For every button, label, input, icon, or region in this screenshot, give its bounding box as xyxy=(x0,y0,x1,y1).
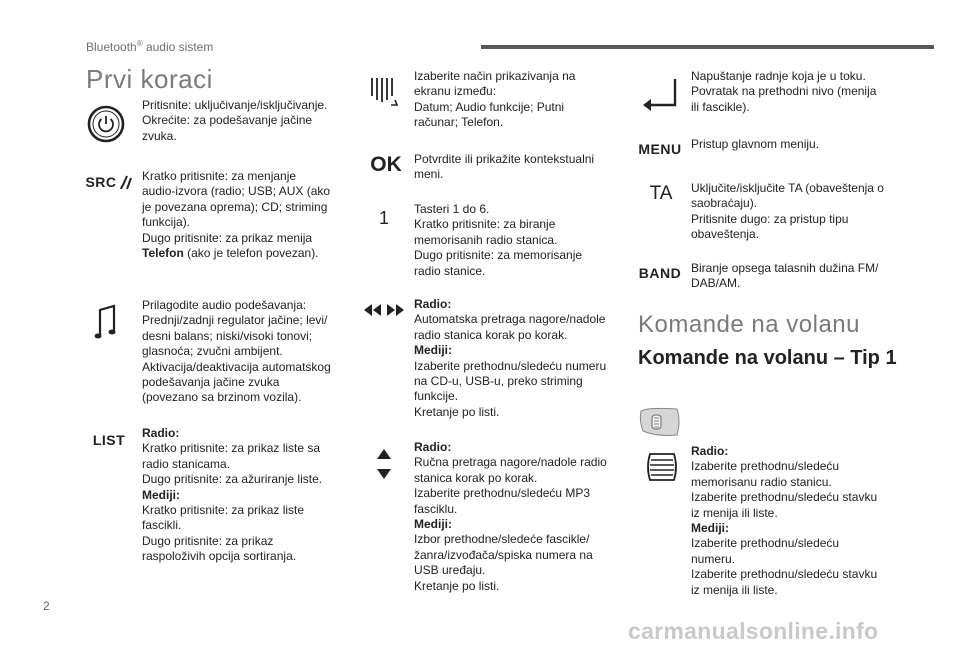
band-icon: BAND xyxy=(638,265,682,281)
menu-description: Pristup glavnom meniju. xyxy=(691,137,820,151)
ok-description: Potvrdite ili prikažite kontekstualni meni. xyxy=(414,152,595,182)
section-title-steering-controls: Komande na volanu xyxy=(638,311,860,338)
music-note-icon xyxy=(92,303,120,341)
seek-description: Radio: Automatska pretraga nagore/nadole radio stanica korak po korak. Mediji: Izaberite prethodnu/sledeću numeru na CD-u, USB-u, preko striming funkcije. Kretanje po listi. xyxy=(414,297,607,419)
menu-icon: MENU xyxy=(638,141,682,157)
preset-icon: 1 xyxy=(378,207,389,228)
manual-search-description: Radio: Ručna pretraga nagore/nadole radio stanica korak po korak. Izaberite prethodnu/sledeću MP3 fasciklu. Mediji: Izbor prethodne/sledeće fascikle/ žanra/izvođača/spiska numera na USB uređaju. Kretanje po listi. xyxy=(414,440,607,593)
back-description: Napuštanje radnje koja je u toku. Povratak na prethodni nivo (menija ili fascikle). xyxy=(691,69,877,114)
band-description: Biranje opsega talasnih dužina FM/ DAB/AM. xyxy=(691,261,879,291)
seek-arrows-icon xyxy=(362,300,406,320)
preset-description: Tasteri 1 do 6. Kratko pritisnite: za biranje memorisanih radio stanica. Dugo pritisnite: za memorisanje radio stanice. xyxy=(414,202,583,278)
src-description: Kratko pritisnite: za menjanje audio-izvora (radio; USB; AUX (ako je povezana oprema); CD; striming funkcija). Dugo pritisnite: za prikaz menija Telefon (ako je telefon povezan). xyxy=(142,169,331,261)
running-header: Bluetooth® audio sistem xyxy=(86,39,214,54)
list-description: Radio: Kratko pritisnite: za prikaz liste sa radio stanicama. Dugo pritisnite: za ažuriranje liste. Mediji: Kratko pritisnite: za prikaz liste fascikli. Dugo pritisnite: za prikaz raspoloživih opcija sortiranja. xyxy=(142,426,323,564)
up-down-arrows-icon xyxy=(374,446,394,482)
page-number: 2 xyxy=(43,599,50,613)
back-icon xyxy=(641,76,681,112)
watermark: carmanualsonline.info xyxy=(628,618,879,644)
list-icon: LIST xyxy=(92,432,126,448)
section-title-first-steps: Prvi koraci xyxy=(86,64,213,94)
ok-icon: OK xyxy=(370,153,402,176)
header-bar xyxy=(481,45,934,49)
thumbwheel-icon xyxy=(643,451,681,483)
power-description: Pritisnite: uključivanje/isključivanje. Okrećite: za podešavanje jačine zvuka. xyxy=(142,98,328,143)
power-icon xyxy=(86,104,126,144)
display-mode-description: Izaberite način prikazivanja na ekranu između: Datum; Audio funkcije; Putni računar; Telefon. xyxy=(414,69,576,130)
src-icon: SRC xyxy=(85,170,133,194)
audio-settings-description: Prilagodite audio podešavanja: Prednji/zadnji regulator jačine; levi/ desni balans; niski/visoki tonovi; glasnoća; zvučni ambijent. Aktivacija/deaktivacija automatskog podešavanja jačine zvuka (povezano sa brzinom vozila). xyxy=(142,298,331,405)
ta-description: Uključite/isključite TA (obaveštenja o saobraćaju). Pritisnite dugo: za pristup tipu obaveštenja. xyxy=(691,181,884,242)
steering-wheel-thumbwheel-icon xyxy=(637,405,683,439)
display-mode-icon xyxy=(367,73,403,109)
thumbwheel-description: Radio: Izaberite prethodnu/sledeću memorisanu radio stanicu. Izaberite prethodnu/sledeću stavku iz menija ili liste. Mediji: Izaberite prethodnu/sledeću numeru. Izaberite prethodnu/sledeću stavku iz menija ili liste. xyxy=(691,444,878,597)
ta-icon: TA xyxy=(649,183,673,204)
subsection-title-type1: Komande na volanu – Tip 1 xyxy=(638,347,897,369)
